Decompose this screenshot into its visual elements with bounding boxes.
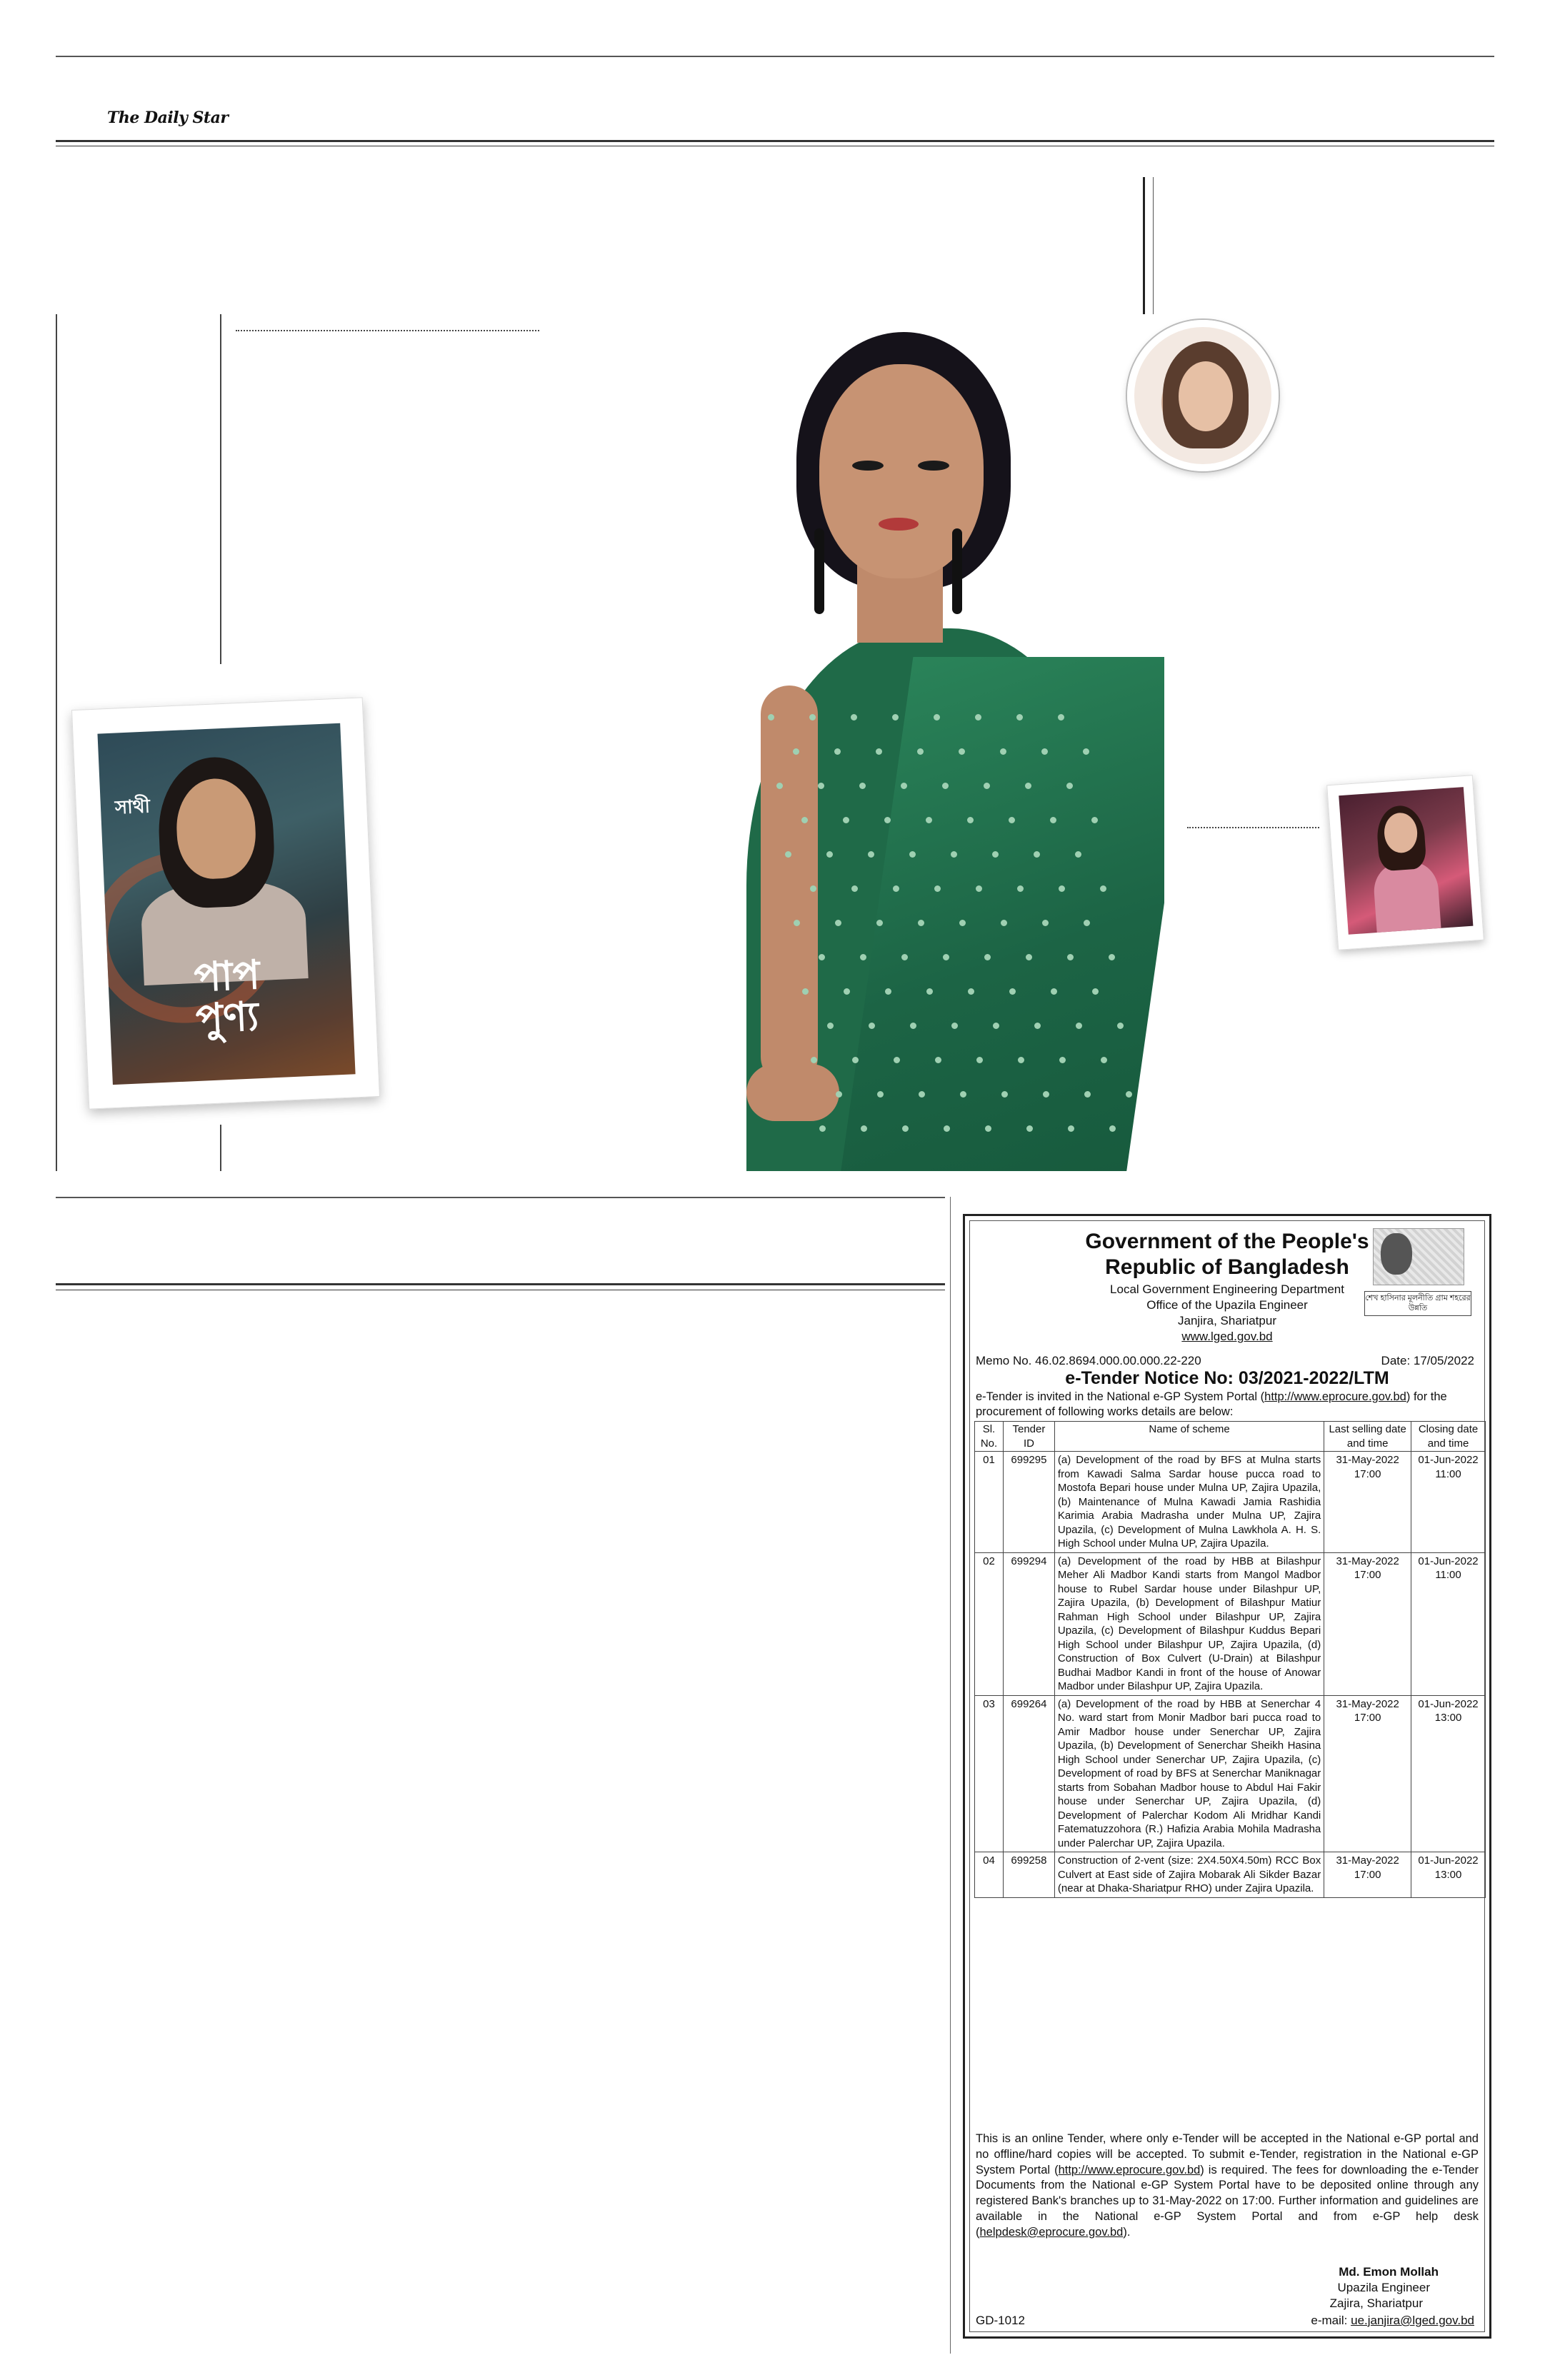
table-row <box>975 1852 1486 1898</box>
col-header-closing: Closing date and time <box>1411 1422 1486 1452</box>
sari-dot <box>793 748 799 755</box>
office-name: Office of the Upazila Engineer <box>1146 1298 1308 1312</box>
top-rule <box>56 56 1494 57</box>
sari-dot <box>1041 748 1048 755</box>
cell-last-selling <box>1324 1695 1411 1852</box>
cell-closing <box>1411 1552 1486 1695</box>
sari-dot <box>1050 817 1056 823</box>
cell-tender-id: 699294 <box>1003 1552 1054 1695</box>
sari-dot <box>1059 885 1065 892</box>
poster-title-line2: পুণ্য <box>194 993 260 1043</box>
signer-place: Zajira, Shariatpur <box>1329 2296 1423 2310</box>
close-time: 11:00 <box>1435 1467 1461 1480</box>
sari-dot <box>926 817 932 823</box>
sari-dot <box>835 920 841 926</box>
notice-date: Date: 17/05/2022 <box>1381 1354 1474 1367</box>
close-time: 13:00 <box>1434 1712 1462 1724</box>
sari-dot <box>951 851 957 858</box>
website-link[interactable]: www.lged.gov.bd <box>1181 1330 1273 1343</box>
photo-arm <box>761 686 818 1085</box>
sari-dot <box>918 920 924 926</box>
footer-text: This is an online Tender, where only e-Tender will be accepted in the National e-GP portal and no offline/hard copies will be accepted. To submit e-Tender, registration in the National e-GP System Portal ( <box>976 2132 1479 2176</box>
masthead-rule-1 <box>56 140 1494 142</box>
sari-dot <box>1009 988 1016 995</box>
poster-name: সাথী <box>114 795 151 819</box>
cell-scheme: (a) Development of the road by HBB at Bilashpur Meher Ali Madbor Kandi starts from Mangol Madbor house to Rubel Sardar house under Bilashpur UP, Zajira Upazila, (b) Development of Bilashpur Matiur Rahman High School under Bilashpur UP, Zajira Upazila, (c) Development of Bilashpur Kuddus Bepari High School under Bilashpur UP, Zajira Upazila, (d) Construction of Box Culvert (U-Drain) at Bilashpur Budhai Madbor Kandi in front of the house of Anowar Madbor under Bilashpur UP, Zajira Upazila. <box>1054 1552 1324 1695</box>
sari-dot <box>843 817 849 823</box>
sari-dot <box>1059 1057 1066 1063</box>
memo-number: Memo No. 46.02.8694.000.00.000.22-220 <box>976 1354 1201 1367</box>
sari-dot <box>1016 714 1023 720</box>
sari-dot <box>967 817 974 823</box>
sari-dot <box>801 817 808 823</box>
sari-dot <box>802 988 809 995</box>
sari-dot <box>885 988 891 995</box>
col-header-sl: Sl. No. <box>975 1422 1004 1452</box>
logo-image <box>1373 1228 1464 1285</box>
cell-last-selling <box>1324 1552 1411 1695</box>
signer-name: Md. Emon Mollah <box>1339 2265 1439 2279</box>
sari-dot <box>984 954 991 960</box>
sari-dot <box>1067 954 1074 960</box>
last-time: 17:00 <box>1354 1868 1381 1881</box>
sari-dot <box>852 1057 859 1063</box>
col-header-last-selling: Last selling date and time <box>1324 1422 1411 1452</box>
sari-dot <box>1025 783 1031 789</box>
cell-tender-id: 699295 <box>1003 1452 1054 1553</box>
sari-dot <box>819 954 825 960</box>
close-date: 01-Jun-2022 <box>1418 1555 1479 1567</box>
sari-dot <box>1068 1125 1074 1132</box>
sari-dot <box>942 783 949 789</box>
intro-text: e-Tender is invited in the National e-GP System Portal ( <box>976 1390 1265 1403</box>
cell-last-selling <box>1324 1452 1411 1553</box>
close-time: 13:00 <box>1434 1868 1462 1881</box>
sari-dot <box>976 1057 983 1063</box>
notice-footer <box>976 2132 1479 2240</box>
sari-dot <box>1034 1023 1041 1029</box>
sari-dot <box>1026 1125 1033 1132</box>
sari-dot <box>818 783 824 789</box>
sari-dot <box>1084 920 1090 926</box>
sari-dot <box>894 1057 900 1063</box>
sari-dot <box>869 1023 875 1029</box>
sari-dot <box>844 988 850 995</box>
cell-last-selling <box>1324 1852 1411 1898</box>
sari-dot <box>819 1125 826 1132</box>
mujib-logo <box>1364 1228 1471 1321</box>
sari-dot <box>877 1091 884 1098</box>
last-date: 31-May-2022 <box>1336 1854 1399 1867</box>
byline-dotted-rule <box>236 330 539 331</box>
table-row <box>975 1452 1486 1553</box>
last-date: 31-May-2022 <box>1336 1454 1399 1466</box>
ad-column-rule <box>950 1197 951 2354</box>
photo-lips <box>879 518 919 531</box>
stage-photo <box>1339 787 1473 935</box>
lower-rule-1 <box>56 1197 945 1198</box>
movie-poster <box>97 723 355 1085</box>
actress-photo <box>661 314 1164 1171</box>
sari-dot <box>968 988 974 995</box>
cell-tender-id: 699258 <box>1003 1852 1054 1898</box>
sari-dot <box>919 1091 925 1098</box>
sari-dot <box>1017 885 1024 892</box>
sari-dot <box>810 885 816 892</box>
sari-dot <box>1001 920 1007 926</box>
sari-dot <box>884 817 891 823</box>
sari-dot <box>935 1057 941 1063</box>
photo-hand <box>746 1064 839 1121</box>
sari-dot <box>901 783 907 789</box>
cell-sl: 01 <box>975 1452 1004 1553</box>
sari-dot <box>910 1023 916 1029</box>
sari-dot <box>809 714 816 720</box>
sari-dot <box>1026 954 1032 960</box>
sari-dot <box>861 1125 867 1132</box>
sari-dot <box>1051 988 1057 995</box>
email-link[interactable]: ue.janjira@lged.gov.bd <box>1351 2314 1474 2327</box>
sari-dot <box>860 954 866 960</box>
sari-dot <box>892 714 899 720</box>
gov-title-line1: Government of the People's <box>1085 1230 1369 1253</box>
gd-number: GD-1012 <box>976 2314 1025 2327</box>
column-rule-inner-bottom <box>220 1125 221 1171</box>
sari-dot <box>1001 1091 1008 1098</box>
column-rule-left <box>56 314 57 1171</box>
signer-title: Upazila Engineer <box>1337 2281 1430 2294</box>
notice-title: e-Tender Notice No: 03/2021-2022/LTM <box>1065 1368 1389 1388</box>
notice-intro <box>976 1390 1479 1420</box>
sari-dot <box>893 885 899 892</box>
sari-dot <box>826 851 833 858</box>
sari-dot <box>1109 1125 1116 1132</box>
sari-dot <box>984 783 990 789</box>
right-dotted-rule <box>1187 827 1319 828</box>
sari-dot <box>1117 1023 1124 1029</box>
sari-dot <box>836 1091 842 1098</box>
intro-text: ) for the procurement of following works details are below: <box>976 1390 1447 1419</box>
sari-dot <box>811 1057 817 1063</box>
table-row <box>975 1695 1486 1852</box>
sari-dot <box>1042 920 1049 926</box>
sari-dot <box>959 748 965 755</box>
sari-dot <box>960 1091 966 1098</box>
sari-dot <box>827 1023 834 1029</box>
table-row <box>975 1552 1486 1695</box>
eprocure-link[interactable]: http://www.eprocure.gov.bd <box>1264 1390 1406 1403</box>
sari-dot <box>834 748 841 755</box>
cell-tender-id: 699264 <box>1003 1695 1054 1852</box>
cell-closing <box>1411 1695 1486 1852</box>
last-time: 17:00 <box>1354 1569 1381 1581</box>
close-date: 01-Jun-2022 <box>1418 1454 1479 1466</box>
column-rule-inner-top <box>220 314 221 664</box>
sari-dot <box>1034 851 1040 858</box>
sari-dot <box>1083 748 1089 755</box>
sari-dot <box>1091 817 1098 823</box>
last-date: 31-May-2022 <box>1336 1697 1399 1710</box>
last-time: 17:00 <box>1354 1712 1381 1724</box>
sari-dot <box>917 748 924 755</box>
sari-dot <box>1009 817 1015 823</box>
sari-dot <box>859 783 866 789</box>
sari-dot <box>851 714 857 720</box>
sari-dot <box>876 920 883 926</box>
sari-dot <box>1000 748 1006 755</box>
photo-earring <box>952 528 962 614</box>
close-date: 01-Jun-2022 <box>1418 1854 1479 1867</box>
sari-dot <box>985 1125 991 1132</box>
poster-title-line1: পাপ <box>193 952 261 1002</box>
sari-dot <box>943 954 949 960</box>
sari-dot <box>976 885 982 892</box>
sari-dot <box>1043 1091 1049 1098</box>
sari-dot <box>1126 1091 1132 1098</box>
table-header-row <box>975 1422 1486 1452</box>
sari-dot <box>1101 1057 1107 1063</box>
sari-dot <box>868 851 874 858</box>
cell-closing <box>1411 1452 1486 1553</box>
sari-dot <box>902 1125 909 1132</box>
sari-dot <box>993 1023 999 1029</box>
portrait-icon <box>1381 1233 1412 1275</box>
photo-eye <box>918 461 949 471</box>
close-time: 11:00 <box>1435 1569 1461 1581</box>
sari-dot <box>1109 954 1115 960</box>
email-line <box>1311 2314 1474 2328</box>
sari-dot <box>1076 1023 1082 1029</box>
col-header-tender-id: Tender ID <box>1003 1422 1054 1452</box>
sari-dot <box>951 1023 958 1029</box>
last-date: 31-May-2022 <box>1336 1555 1399 1567</box>
masthead-logo: The Daily Star <box>107 109 229 127</box>
sari-dot <box>776 783 783 789</box>
footer-text: ). <box>1123 2225 1131 2239</box>
tender-inner-border <box>969 1220 1485 2332</box>
close-date: 01-Jun-2022 <box>1418 1697 1479 1710</box>
sari-dot <box>934 885 941 892</box>
round-portrait <box>1127 320 1279 471</box>
sari-dot <box>992 851 999 858</box>
footer-text: ) is required. The fees for downloading the e-Tender Documents from the National e-GP System Portal have to be deposited online through any registered Bank's branches up to 31-May-2022 on 17:00. Further information and guidelines are available in the National e-GP System Portal and from e-GP help desk ( <box>976 2163 1479 2239</box>
sari-dot <box>934 714 940 720</box>
sari-dot <box>1058 714 1064 720</box>
sari-dot <box>901 954 908 960</box>
sari-dot <box>959 920 966 926</box>
sari-dot <box>876 748 882 755</box>
office-location: Janjira, Shariatpur <box>1178 1314 1276 1327</box>
cell-sl: 04 <box>975 1852 1004 1898</box>
sari-dot <box>1100 885 1106 892</box>
portrait-face <box>1179 361 1233 431</box>
email-label: e-mail: <box>1311 2314 1351 2327</box>
tender-notice-ad <box>963 1214 1491 2339</box>
cell-closing <box>1411 1852 1486 1898</box>
sari-dot <box>768 714 774 720</box>
sari-dot <box>909 851 916 858</box>
website-line <box>970 1330 1484 1344</box>
sari-dot <box>1084 1091 1091 1098</box>
cell-scheme: (a) Development of the road by HBB at Senerchar 4 No. ward start from Monir Madbor bari pucca road to Amir Madbor house under Senerchar UP, Zajira Upazila, (b) Development of Senerchar Sheikh Hasina High School under Senerchar UP, Zajira Upazila, (c) Development of road by BFS at Senerchar Maniknagar starts from Sobahan Madbor house to Abdul Hai Fakir house under Senerchar UP, Zajira Upazila, (d) Development of Palerchar Kodom Ali Mridhar Kandi Fatematuzzohora (R.) Hafizia Arabia Mohila Madrasha under Palerchar UP, Zajira Upazila. <box>1054 1695 1324 1852</box>
sari-dot <box>1018 1057 1024 1063</box>
cell-scheme: Construction of 2-vent (size: 2X4.50X4.50m) RCC Box Culvert at East side of Zajira Mobarak Ali Sikder Bazar (near at Dhaka-Shariatpur RHO) under Zajira Upazila. <box>1054 1852 1324 1898</box>
lower-rule-2 <box>56 1283 945 1285</box>
sari-dot <box>794 920 800 926</box>
photo-eye <box>852 461 884 471</box>
sari-dot <box>1075 851 1081 858</box>
logo-caption: শেখ হাসিনার মূলনীতি গ্রাম শহরের উন্নতি <box>1364 1291 1471 1316</box>
sari-dot <box>851 885 858 892</box>
gov-title-line2: Republic of Bangladesh <box>1105 1255 1349 1279</box>
helpdesk-link[interactable]: helpdesk@eprocure.gov.bd <box>979 2225 1124 2239</box>
sari-dot <box>926 988 933 995</box>
sari-dot <box>944 1125 950 1132</box>
sari-dot <box>785 851 791 858</box>
cell-sl: 02 <box>975 1552 1004 1695</box>
sari-dot <box>1066 783 1073 789</box>
sari-dot <box>1092 988 1099 995</box>
dept-name: Local Government Engineering Department <box>1110 1282 1344 1296</box>
eprocure-link[interactable]: http://www.eprocure.gov.bd <box>1058 2163 1201 2176</box>
sari-dot <box>975 714 981 720</box>
stage-dress <box>1372 860 1441 935</box>
tender-table <box>974 1421 1486 1898</box>
small-polaroid-photo <box>1326 775 1484 950</box>
last-time: 17:00 <box>1354 1467 1381 1480</box>
cell-sl: 03 <box>975 1695 1004 1852</box>
photo-earring <box>814 528 824 614</box>
col-header-scheme: Name of scheme <box>1054 1422 1324 1452</box>
cell-scheme: (a) Development of the road by BFS at Mulna starts from Kawadi Salma Sardar house pucca road to Mostofa Bepari house under Mulna UP, Zajira Upazila, (b) Maintenance of Mulna Kawadi Jamia Rashidia Karimia Arabia Madrasha under Mulna UP, Zajira Upazila, (c) Development of Mulna Lawkhola A. H. S. High School under Mulna UP, Zajira Upazila. <box>1054 1452 1324 1553</box>
poster-polaroid <box>71 697 380 1109</box>
